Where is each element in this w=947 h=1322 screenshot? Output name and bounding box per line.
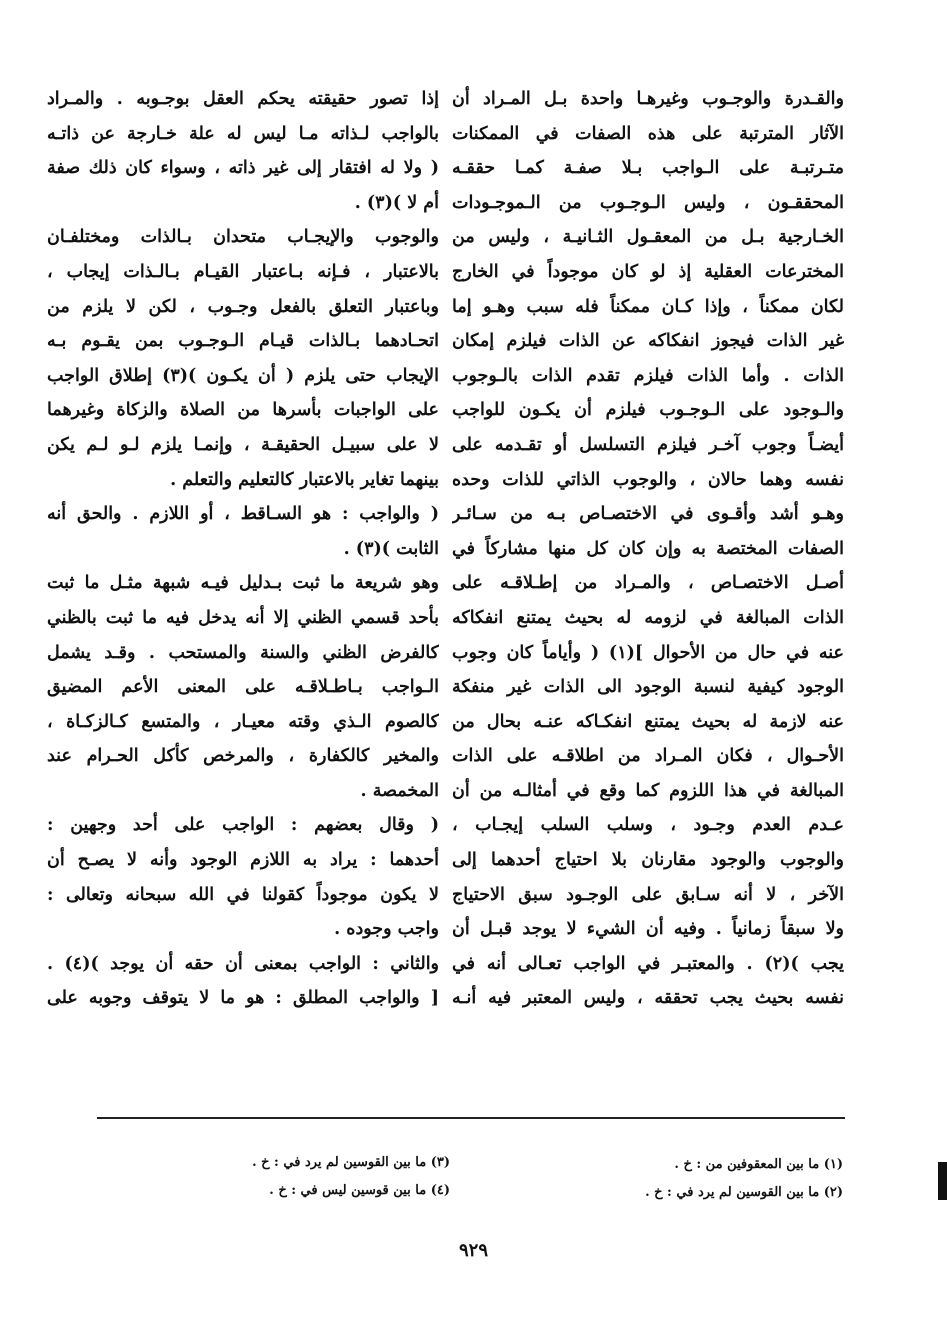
text-line: ( والواجب : هو السـاقط ، أو اللازم . والحق أنه xyxy=(47,504,439,525)
text-line: الذات المبالغة في لزومه له بحيث يمتنع انفكاكه xyxy=(452,607,844,628)
text-line: المخمصة . xyxy=(360,780,439,801)
text-line: الإيجاب حتى يلزم ( أن يكـون )(٣) إطلاق الواجب xyxy=(47,365,439,386)
footnote-3: (٣) ما بين القوسين لم يرد في : خ . xyxy=(252,1155,450,1170)
text-line: وهـو أشد وأقـوى في الاختصـاص بـه من سـائـر xyxy=(452,504,844,525)
text-line: بأحد قسمي الظني إلا أنه يدخل فيه ما ثبت بالظني xyxy=(47,607,439,628)
text-line: اتحـادهما بـالذات قيـام الـوجـوب بمن يقـوم بـه xyxy=(47,331,439,352)
edge-mark xyxy=(938,1162,947,1200)
text-line: غير الذات فيجوز انفكاكه عن الذات فيلزم إمكان xyxy=(452,331,844,352)
text-line: والوجوب والإيجـاب متحدان بـالذات ومختلفـان xyxy=(47,227,439,248)
text-line: متـرتبـة على الـواجب بـلا صفـة كمـا حققـه xyxy=(452,158,844,179)
text-line: الخـارجية بـل من المعقـول الثـانيـة ، وليس من xyxy=(452,227,844,248)
left-text-column xyxy=(47,82,439,1016)
right-text-column xyxy=(452,82,844,1016)
text-line: ( وقال بعضهم : الواجب على أحد وجهين : xyxy=(47,815,439,836)
text-line: كالفرض الظني والسنة والمستحب . وقـد يشمل xyxy=(47,642,439,663)
text-line: وهو شريعة ما ثبت بـدليل فيـه شبهة مثـل ما ثبت xyxy=(47,573,439,594)
text-line: بينهما تغاير بالاعتبار كالتعليم والتعلم . xyxy=(170,469,439,490)
text-line: أم لا )(٣) . xyxy=(354,192,439,213)
text-line: الثابت )(٣) . xyxy=(343,538,439,559)
text-line: على الواجبات بأسرها من الصلاة والزكاة وغيرهما xyxy=(47,400,439,421)
text-line: الذات . وأما الذات فيلزم تقدم الذات بالـوجوب xyxy=(452,365,844,386)
text-line: والثاني : الواجب بمعنى أن حقه أن يوجد )(٤) . xyxy=(47,953,439,974)
text-line: والوجوب والوجود مقارنان بلا احتياج أحدهما إلى xyxy=(452,850,844,871)
text-line: ( ولا له افتقار إلى غير ذاته ، وسواء كان ذلك صفة xyxy=(47,158,439,179)
text-line: الصفات المختصة به وإن كان كل منها مشاركاً في xyxy=(452,538,844,559)
text-line: نفسه بحيث يجب تحققه ، وليس المعتبر فيه أنـه xyxy=(452,988,844,1009)
text-line: المخترعات العقلية إذ لو كان موجوداً في الخارج xyxy=(452,261,844,282)
footnote-1: (١) ما بين المعقوفين من : خ . xyxy=(674,1157,843,1172)
footnote-4: (٤) ما بين قوسين ليس في : خ . xyxy=(269,1183,450,1198)
text-line: بالواجب لـذاته مـا ليس له علة خـارجة عن ذاتـه xyxy=(47,123,439,144)
text-line: المحققـون ، وليس الـوجـوب من الـموجـودات xyxy=(452,192,844,213)
text-line: وباعتبار التعلق بالفعل وجـوب ، لكن لا يلزم من xyxy=(47,296,439,317)
text-line: لا على سبيـل الحقيقـة ، وإنمـا يلزم لـو لـم يكن xyxy=(47,434,439,455)
text-line: المبالغة في هذا اللزوم كما وقع في أمثالـه من أن xyxy=(452,780,844,801)
text-line: نفسه وهما حالان ، والوجوب الذاتي للذات وحده xyxy=(452,469,844,490)
text-line: الأحـوال ، فكان المـراد من اطلاقـه على الذات xyxy=(452,746,844,767)
text-line: الآثار المترتبة على هذه الصفات في الممكنات xyxy=(452,123,844,144)
text-line: [ والواجب المطلق : هو ما لا يتوقف وجوبه على xyxy=(47,988,439,1009)
text-line: عنه في حال من الأحوال ](١) ( وأياماً كان وجوب xyxy=(452,642,844,663)
text-line: لا يكون موجوداً كقولنا في الله سبحانه وتعالى : xyxy=(47,884,439,905)
footnote-2: (٢) ما بين القوسين لم يرد في : خ . xyxy=(645,1185,843,1200)
text-line: واجب وجوده . xyxy=(334,919,439,940)
text-line: عنه لازمة له بحيث يمتنع انفكـاكه عنـه بحال من xyxy=(452,711,844,732)
text-line: الـواجب بـاطـلاقـه على المعنى الأعم المضيق xyxy=(47,677,439,698)
text-line: الوجود كيفية لنسبة الوجود الى الذات غير منفكة xyxy=(452,677,844,698)
text-line: إذا تصور حقيقته يحكم العقل بوجـوبه . والمـراد xyxy=(47,89,439,109)
text-line: والـوجود على الـوجـوب فيلزم أن يكـون للواجب xyxy=(452,400,844,421)
text-line: أحدهما : يراد به اللازم الوجود وأنه لا يصـح أن xyxy=(47,850,439,871)
text-line: والمخير كالكفارة ، والمرخص كأكل الحـرام عند xyxy=(47,746,439,767)
text-line: الآخر ، لا أنه سـابق على الوجـود سبق الاحتياج xyxy=(452,884,844,905)
text-line: بالاعتبار ، فـإنه بـاعتبار القيـام بـالـذات إيجاب ، xyxy=(47,261,439,282)
text-line: عـدم العدم وجـود ، وسلب السلب إيجـاب ، xyxy=(452,815,844,836)
text-line: أصـل الاختصـاص ، والمـراد من إطـلاقـه على xyxy=(452,573,844,594)
text-line: كالصوم الـذي وقته معيـار ، والمتسع كـالزكـاة ، xyxy=(47,711,439,732)
text-line: أيضـاً وجوب آخـر فيلزم التسلسل أو تقـدمه على xyxy=(452,434,844,455)
text-line: والقـدرة والوجـوب وغيرهـا واحدة بـل المـراد أن xyxy=(452,89,844,109)
text-line: لكان ممكناً ، وإذا كـان ممكناً فله سبب وهـو إما xyxy=(452,296,844,317)
page-number: ٩٢٩ xyxy=(458,1240,488,1261)
footnote-separator xyxy=(97,1117,845,1119)
text-line: يجب )(٢) . والمعتبـر في الواجب تعـالى أنه في xyxy=(452,953,844,974)
text-line: ولا سبقاً زمانياً . وفيه أن الشيء لا يوجد قبـل أن xyxy=(452,919,844,940)
